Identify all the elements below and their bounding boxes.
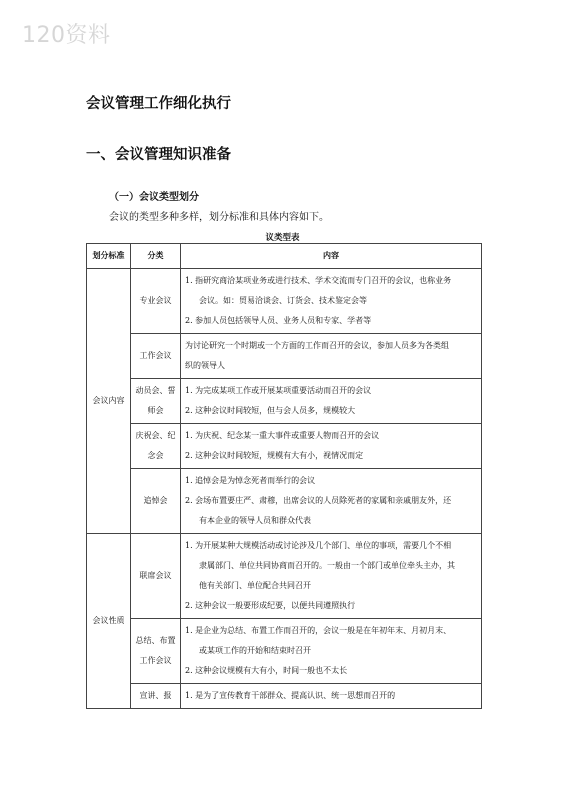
header-category: 分类 (131, 244, 181, 269)
meeting-types-table (86, 243, 482, 709)
content-cell (181, 619, 482, 684)
criterion-cell: 会议性质 (87, 534, 131, 709)
header-content: 内容 (181, 244, 482, 269)
content-line: 织的领导人 (185, 361, 225, 370)
content-line: 1. 为开展某种大规模活动或讨论涉及几个部门、单位的事项，需要几个不相 (185, 541, 452, 550)
content-line: 2. 参加人员包括领导人员、业务人员和专家、学者等 (185, 316, 372, 325)
content-cell (181, 379, 482, 424)
table-row (87, 379, 482, 424)
content-line: 隶属部门、单位共同协商而召开的。一般由一个部门或单位牵头主办，其 (199, 561, 455, 570)
category-cell: 工作会议 (131, 334, 181, 379)
content-line: 会议。如：贸易洽谈会、订货会、技术鉴定会等 (199, 296, 367, 305)
content-line: 为讨论研究一个时期或一个方面的工作而召开的会议，参加人员多为各类组 (185, 341, 449, 350)
page-bottom-margin (0, 714, 565, 800)
content-cell (181, 534, 482, 619)
content-line: 2. 会场布置要庄严、肃穆，出席会议的人员除死者的家属和亲戚朋友外，还 (185, 496, 452, 505)
content-cell (181, 424, 482, 469)
subsection-heading: （一）会议类型划分 (109, 192, 199, 203)
category-cell: 追悼会 (131, 469, 181, 534)
content-line: 或某项工作的开始和结束时召开 (199, 646, 311, 655)
category-cell: 总结、布置工作会议 (131, 619, 181, 684)
content-line: 2. 这种会议时间较短，但与会人员多，规模较大 (185, 406, 356, 415)
category-cell: 动员会、誓师会 (131, 379, 181, 424)
category-cell: 联席会议 (131, 534, 181, 619)
content-line: 2. 这种会议一般要形成纪要，以便共同遵照执行 (185, 601, 356, 610)
table-row (87, 534, 482, 619)
content-line: 他有关部门、单位配合共同召开 (199, 581, 311, 590)
content-line: 1. 是企业为总结、布置工作而召开的，会议一般是在年初年末、月初月末、 (185, 626, 452, 635)
content-line: 2. 这种会议规模有大有小，时间一般也不太长 (185, 666, 348, 675)
table-row (87, 269, 482, 334)
document-title: 会议管理工作细化执行 (86, 96, 231, 112)
table-row (87, 469, 482, 534)
content-line: 有本企业的领导人员和群众代表 (199, 516, 311, 525)
content-cell (181, 684, 482, 709)
content-line: 2. 这种会议时间较短，规模有大有小，视情况而定 (185, 451, 364, 460)
table-row (87, 684, 482, 709)
content-line: 1. 追悼会是为悼念死者而举行的会议 (185, 476, 316, 485)
content-line: 1. 指研究商洽某项业务或进行技术、学术交流而专门召开的会议，也称业务 (185, 276, 452, 285)
category-cell: 专业会议 (131, 269, 181, 334)
content-line: 1. 是为了宣传教育干部群众、提高认识、统一思想而召开的 (185, 691, 396, 700)
watermark: 120资料 (22, 23, 111, 48)
category-cell: 庆祝会、纪念会 (131, 424, 181, 469)
content-cell (181, 334, 482, 379)
table-row (87, 619, 482, 684)
content-cell (181, 269, 482, 334)
content-cell (181, 469, 482, 534)
table-row (87, 424, 482, 469)
criterion-cell: 会议内容 (87, 269, 131, 534)
table-body (87, 269, 482, 709)
category-cell: 宣讲、报 (131, 684, 181, 709)
content-line: 1. 为庆祝、纪念某一重大事件或重要人物而召开的会议 (185, 431, 380, 440)
table-header-row (87, 244, 482, 269)
section-heading: 一、会议管理知识准备 (86, 147, 231, 163)
table-caption: 议类型表 (265, 233, 300, 243)
table-row (87, 334, 482, 379)
intro-paragraph: 会议的类型多种多样，划分标准和具体内容如下。 (109, 212, 329, 223)
content-line: 1. 为完成某项工作或开展某项重要活动而召开的会议 (185, 386, 372, 395)
header-criterion: 划分标准 (87, 244, 131, 269)
